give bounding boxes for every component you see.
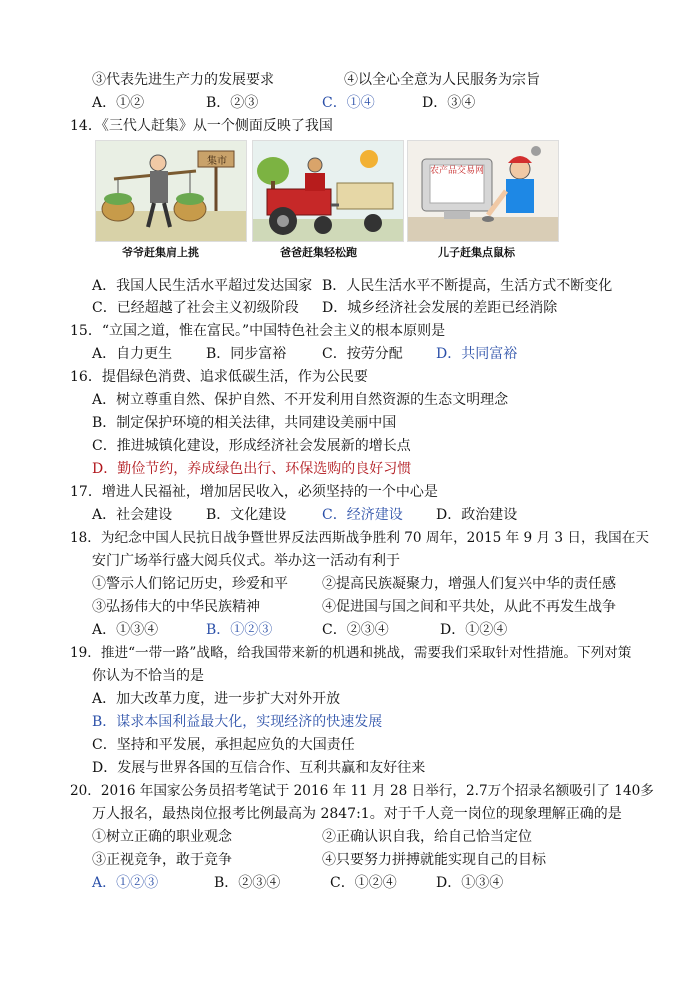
q20-option-b: B．②③④ [214,875,281,891]
q19-option-b [92,712,382,732]
q20-item-4: ④只要努力拼搏就能实现自己的目标 [322,852,546,868]
q18-option-b: B．①②③ [206,622,273,638]
q14-option-c: C．已经超越了社会主义初级阶段 [92,300,299,316]
q17-option-b: B．文化建设 [206,507,287,523]
q14-option-d: D．城乡经济社会发展的差距已经消除 [322,300,558,316]
q19-option-c: C．坚持和平发展，承担起应负的大国责任 [92,737,355,753]
caption-grandfather: 爷爷赶集肩上挑 [122,246,199,259]
q17-stem: 17．增进人民福祉，增加居民收入，必须坚持的一个中心是 [70,484,438,500]
q15-option-b: B．同步富裕 [206,346,287,362]
q15-option-a: A．自力更生 [92,346,173,362]
q19-stem-line-1: 19．推进“一带一路”战略，给我国带来新的机遇和挑战，需要我们采取针对性措施。下列对策 [70,645,632,661]
q18-option-d: D．①②④ [440,622,508,638]
q18-item-3: ③弘扬伟大的中华民族精神 [92,599,260,615]
q20-option-c: C．①②④ [330,875,397,891]
q17-option-d: D．政治建设 [436,507,518,523]
father-tractor-illustration [253,141,403,241]
q16-option-a: A．树立尊重自然、保护自然、不开发利用自然资源的生态文明理念 [92,392,509,408]
q15-stem: 15．“立国之道，惟在富民。”中国特色社会主义的根本原则是 [70,323,446,339]
q16-stem: 16．提倡绿色消费、追求低碳生活，作为公民要 [70,369,368,385]
q20-item-3: ③正视竞争，敢于竞争 [92,852,232,868]
cartoon-father [252,140,404,242]
q19-stem-line-2: 你认为不恰当的是 [92,668,204,684]
caption-father: 爸爸赶集轻松跑 [280,246,357,259]
q13-option-c: C．①④ [322,95,375,111]
son-computer-illustration [408,141,558,241]
q19-option-a: A．加大改革力度，进一步扩大对外开放 [92,691,341,707]
q17-option-a: A．社会建设 [92,507,173,523]
farm-trade-site-text: 农产品交易网 [430,166,485,176]
q13-option-a: A．①② [92,95,145,111]
q17-option-c: C．经济建设 [322,507,403,523]
q20-stem-line-2: 万人报名，最热岗位报考比例最高为 2847:1。对于千人竞一岗位的现象理解正确的是 [92,806,622,822]
q19-option-b-text: B．谋求本国利益最大化，实现经济的快速发展 [92,714,383,730]
q20-option-a: A．①②③ [92,875,159,891]
cartoon-son [407,140,559,242]
q15-option-d: D．共同富裕 [436,346,518,362]
q14-option-b: B．人民生活水平不断提高，生活方式不断变化 [322,278,613,294]
q14-option-a: A．我国人民生活水平超过发达国家 [92,278,313,294]
cartoon-grandfather [95,140,247,242]
q18-item-2: ②提高民族凝聚力，增强人们复兴中华的责任感 [322,576,616,592]
q18-stem-line-1: 18．为纪念中国人民抗日战争暨世界反法西斯战争胜利 70 周年，2015 年 9 月 3 日，我国在天 [70,530,649,546]
caption-son: 儿子赶集点鼠标 [438,246,515,259]
q19-option-d: D．发展与世界各国的互信合作、互利共赢和友好往来 [92,760,426,776]
q13-option-b: B．②③ [206,95,259,111]
q15-option-c: C．按劳分配 [322,346,403,362]
q16-option-d: D．勤俭节约，养成绿色出行、环保选购的良好习惯 [92,461,412,477]
q13-item-4: ④以全心全意为人民服务为宗旨 [344,72,540,88]
q20-item-1: ①树立正确的职业观念 [92,829,232,845]
q16-option-b: B．制定保护环境的相关法律，共同建设美丽中国 [92,415,397,431]
q18-option-a: A．①③④ [92,622,159,638]
q16-option-c: C．推进城镇化建设，形成经济社会发展新的增长点 [92,438,411,454]
q18-option-c: C．②③④ [322,622,389,638]
q13-option-d: D．③④ [422,95,476,111]
q18-item-4: ④促进国与国之间和平共处，从此不再发生战争 [322,599,616,615]
q20-item-2: ②正确认识自我，给自己恰当定位 [322,829,532,845]
q20-stem-line-1: 20．2016 年国家公务员招考笔试于 2016 年 11 月 28 日举行，2.7万个招录名额吸引了 140多 [70,783,654,799]
q14-stem: 14．《三代人赶集》从一个侧面反映了我国 [70,118,333,134]
q20-option-d: D．①③④ [436,875,504,891]
q18-stem-line-2: 安门广场举行盛大阅兵仪式。举办这一活动有利于 [92,553,400,569]
q13-item-3: ③代表先进生产力的发展要求 [92,72,274,88]
q18-item-1: ①警示人们铭记历史，珍爱和平 [92,576,288,592]
market-sign-text: 集市 [207,156,227,167]
